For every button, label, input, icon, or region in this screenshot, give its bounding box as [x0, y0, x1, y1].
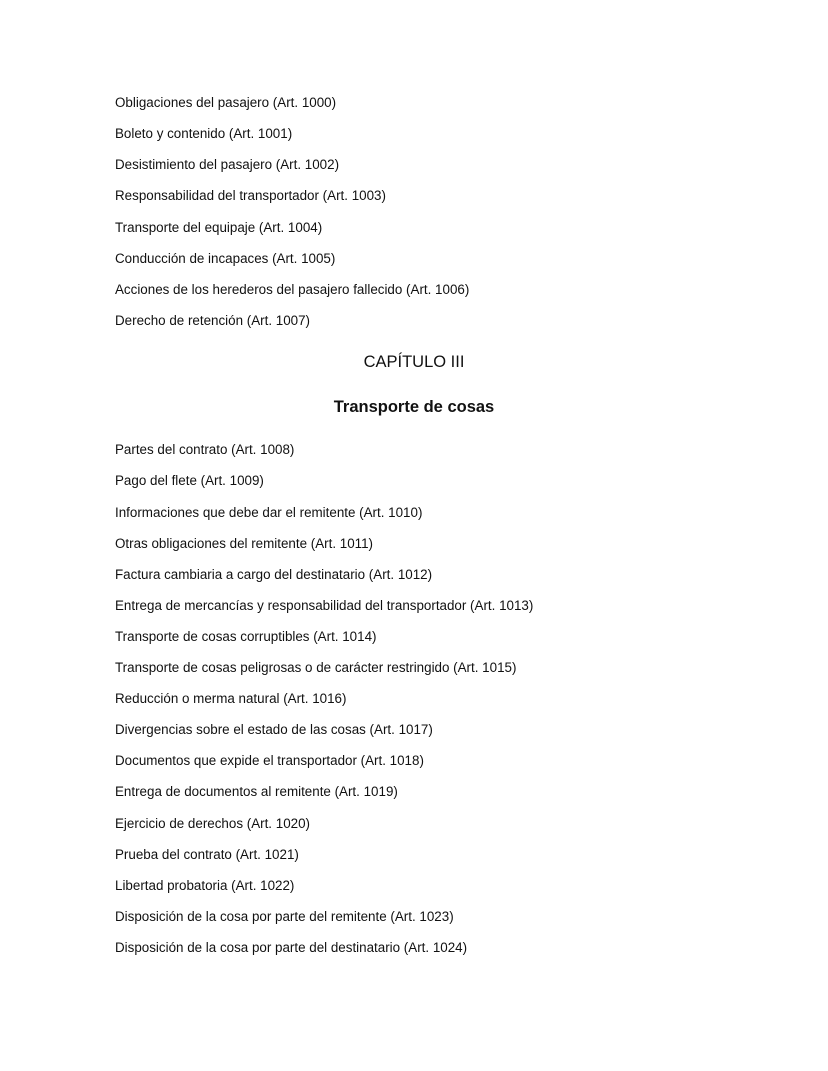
toc-entry: Disposición de la cosa por parte del remitente (Art. 1023)	[115, 909, 454, 924]
toc-entry: Derecho de retención (Art. 1007)	[115, 313, 311, 328]
toc-entry: Factura cambiaria a cargo del destinatario (Art. 1012)	[115, 567, 433, 582]
toc-entry: Obligaciones del pasajero (Art. 1000)	[115, 95, 337, 110]
toc-entry: Acciones de los herederos del pasajero fallecido (Art. 1006)	[115, 282, 470, 297]
toc-entry: Partes del contrato (Art. 1008)	[115, 442, 295, 457]
toc-entry: Conducción de incapaces (Art. 1005)	[115, 251, 336, 266]
section-title: Transporte de cosas	[333, 398, 495, 416]
toc-entry: Documentos que expide el transportador (Art. 1018)	[115, 753, 424, 768]
chapter-heading: CAPÍTULO III	[363, 353, 465, 371]
toc-entry: Entrega de mercancías y responsabilidad del transportador (Art. 1013)	[115, 598, 534, 613]
toc-entry: Transporte del equipaje (Art. 1004)	[115, 220, 323, 235]
toc-entry: Disposición de la cosa por parte del destinatario (Art. 1024)	[115, 940, 468, 955]
toc-entry: Libertad probatoria (Art. 1022)	[115, 878, 295, 893]
toc-entry: Divergencias sobre el estado de las cosas (Art. 1017)	[115, 722, 433, 737]
toc-entry: Otras obligaciones del remitente (Art. 1011)	[115, 536, 374, 551]
toc-entry: Transporte de cosas peligrosas o de carácter restringido (Art. 1015)	[115, 660, 517, 675]
toc-entry: Pago del flete (Art. 1009)	[115, 473, 264, 488]
toc-entry: Prueba del contrato (Art. 1021)	[115, 847, 299, 862]
toc-entry: Reducción o merma natural (Art. 1016)	[115, 691, 347, 706]
toc-entry: Desistimiento del pasajero (Art. 1002)	[115, 157, 340, 172]
toc-entry: Responsabilidad del transportador (Art. 1003)	[115, 188, 386, 203]
toc-entry: Transporte de cosas corruptibles (Art. 1014)	[115, 629, 377, 644]
toc-entry: Informaciones que debe dar el remitente (Art. 1010)	[115, 505, 423, 520]
toc-entry: Ejercicio de derechos (Art. 1020)	[115, 816, 311, 831]
toc-entry: Boleto y contenido (Art. 1001)	[115, 126, 293, 141]
toc-entry: Entrega de documentos al remitente (Art. 1019)	[115, 784, 398, 799]
